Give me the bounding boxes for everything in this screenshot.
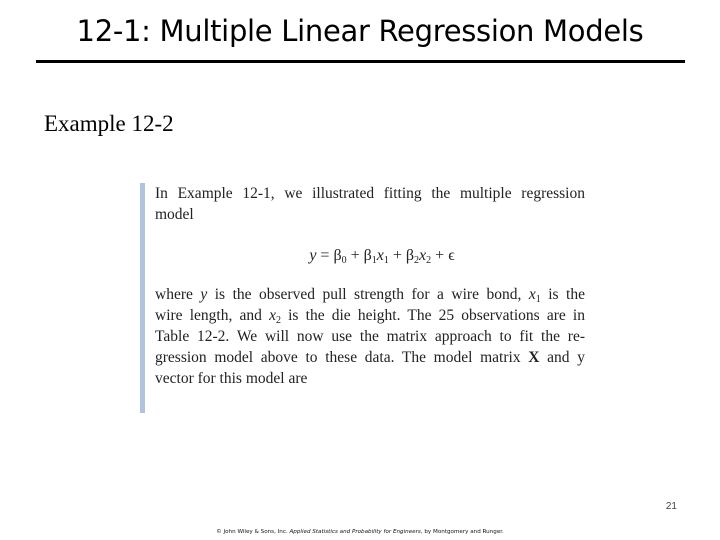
body-line-1 <box>155 284 585 305</box>
body-line-4 <box>155 347 585 368</box>
eq-y: y <box>309 247 317 264</box>
footer-prefix: © John Wiley & Sons, Inc. <box>216 529 290 535</box>
body-line-5: vector for this model are <box>155 370 308 387</box>
intro-line: In Example 12-1, we illustrated fitting the multiple regression <box>155 185 585 202</box>
intro-line: model <box>155 206 194 223</box>
excerpt-body <box>155 284 585 389</box>
footer-book-title: Applied Statistics and Probability for Engineers <box>289 529 421 535</box>
eq-plus: + <box>431 247 449 264</box>
var-x: x <box>528 286 536 303</box>
body-line-2 <box>155 305 585 326</box>
body-line-3: Table 12-2. We will now use the matrix approach to fit the re- <box>155 328 585 345</box>
excerpt-text <box>155 183 585 389</box>
eq-plus: + <box>388 247 406 264</box>
var-x: x <box>269 307 276 324</box>
body-text: where <box>155 286 201 303</box>
matrix-x: X <box>528 349 540 366</box>
eq-plus: + <box>346 247 364 264</box>
eq-x2: x <box>419 247 427 264</box>
eq-epsilon: ϵ <box>448 247 455 264</box>
body-text: is the <box>540 286 585 303</box>
footer-suffix: , by Montgomery and Runger. <box>420 529 504 535</box>
title-underline <box>36 60 685 63</box>
eq-x2-sub: 2 <box>426 255 432 266</box>
eq-beta2: β <box>405 247 415 264</box>
var-y: y <box>200 286 208 303</box>
body-text: gression model above to these data. The model matrix <box>155 349 529 366</box>
eq-beta0-sub: 0 <box>341 255 347 266</box>
var-x-sub: 2 <box>275 315 281 326</box>
excerpt-accent-bar <box>140 183 145 413</box>
eq-beta0: β <box>333 247 342 264</box>
page-number: 21 <box>665 501 677 512</box>
eq-beta1-sub: 1 <box>371 255 377 266</box>
eq-beta1: β <box>363 247 372 264</box>
body-text: is the observed pull strength for a wire bond, <box>207 286 529 303</box>
body-text: wire length, and <box>155 307 270 324</box>
eq-x1: x <box>376 247 384 264</box>
regression-equation <box>155 245 585 266</box>
example-heading: Example 12-2 <box>44 111 174 136</box>
eq-x1-sub: 1 <box>383 255 389 266</box>
body-text: and y <box>539 349 586 366</box>
copyright-footer <box>0 529 720 535</box>
var-x-sub: 1 <box>535 294 541 305</box>
excerpt-intro <box>155 183 585 225</box>
textbook-excerpt <box>140 183 585 413</box>
body-text: is the die height. The 25 observations are in <box>280 307 585 324</box>
slide-title: 12-1: Multiple Linear Regression Models <box>76 14 644 48</box>
eq-equals: = <box>316 247 334 264</box>
eq-beta2-sub: 2 <box>414 255 420 266</box>
